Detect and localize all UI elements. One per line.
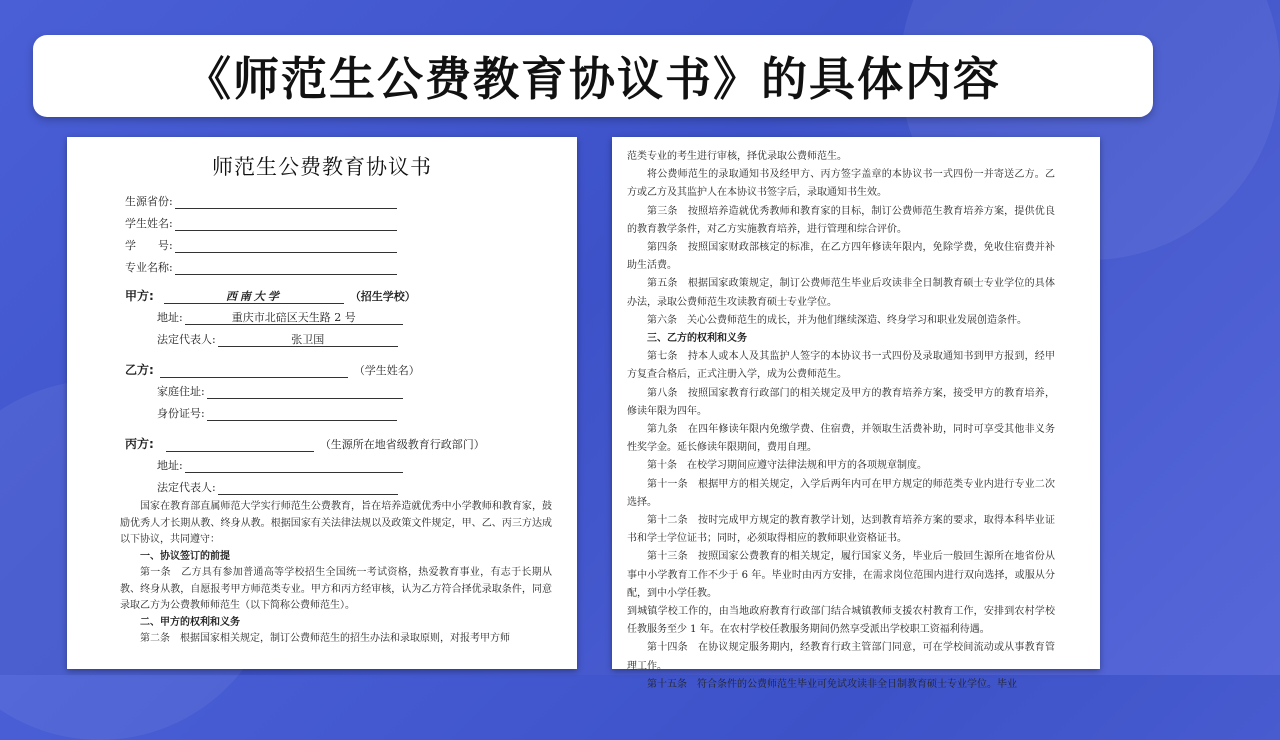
clause-paragraph: 第十四条 在协议规定服务期内，经教育行政主管部门同意，可在学校间流动或从事教育管理工作。 <box>627 642 1055 672</box>
party-b-note: （学生姓名） <box>353 364 420 377</box>
party-b-home-line <box>207 385 403 399</box>
party-a-address-row <box>157 309 403 325</box>
field-label: 法定代表人: <box>157 481 216 494</box>
party-c-row <box>125 435 485 452</box>
party-c-name-line <box>166 438 314 452</box>
document-page-left <box>67 137 577 669</box>
party-c-label: 丙方: <box>125 437 154 451</box>
clause-paragraph: 第四条 按照国家财政部核定的标准，在乙方四年修读年限内，免除学费，免收住宿费并补助生活费。 <box>627 242 1055 272</box>
party-c-rep-row <box>157 479 398 495</box>
party-b-id-line <box>207 407 397 421</box>
party-a-rep-row <box>157 331 398 347</box>
party-b-name-line <box>160 364 348 378</box>
form-row-student-id <box>125 237 397 253</box>
party-c-address-row <box>157 457 403 473</box>
clause-paragraph: 范类专业的考生进行审核，择优录取公费师范生。 <box>627 151 847 162</box>
field-label: 专业名称: <box>125 261 173 274</box>
party-a-label: 甲方: <box>125 289 154 303</box>
document-title: 师范生公费教育协议书 <box>212 155 432 179</box>
field-value-line <box>175 239 397 253</box>
field-value-line <box>175 261 397 275</box>
clause-paragraph: 第三条 按照培养造就优秀教师和教育家的目标，制订公费师范生教育培养方案，提供优良的教育教学条件，对乙方实施教育培养，进行管理和综合评价。 <box>627 205 1055 235</box>
party-c-note: （生源所在地省级教育行政部门） <box>319 438 485 451</box>
field-label: 身份证号: <box>157 407 205 420</box>
clause-paragraph: 第六条 关心公费师范生的成长，并为他们继续深造、终身学习和职业发展创造条件。 <box>647 314 1027 326</box>
clause-paragraph: 第十一条 根据甲方的相关规定，入学后两年内可在甲方规定的师范类专业内进行专业二次选择。 <box>627 478 1055 508</box>
party-b-label: 乙方: <box>125 363 154 377</box>
field-value-line <box>175 217 397 231</box>
title-banner <box>33 35 1153 117</box>
party-a-name: 西南大学 <box>164 290 344 304</box>
clause-paragraph: 到城镇学校工作的，由当地政府教育行政部门结合城镇教师支援农村教育工作，安排到农村学校任教服务至少 1 年。在农村学校任教服务期间仍然享受派出学校职工资福利待遇。 <box>627 606 1055 636</box>
clause-paragraph: 第五条 根据国家政策规定，制订公费师范生毕业后攻读非全日制教育硕士专业学位的具体办法，录取公费师范生攻读教育硕士专业学位。 <box>627 278 1055 308</box>
clause-paragraph: 将公费师范生的录取通知书及经甲方、丙方签字盖章的本协议书一式四份一并寄送乙方。乙方或乙方及其监护人在本协议书签字后，录取通知书生效。 <box>627 169 1055 199</box>
clause-paragraph: 第八条 按照国家教育行政部门的相关规定及甲方的教育培养方案，接受甲方的教育培养，修读年限为四年。 <box>627 387 1055 417</box>
field-label: 学 号: <box>125 239 173 252</box>
field-value-line <box>175 195 397 209</box>
party-c-rep-line <box>218 481 398 495</box>
form-row-student-name <box>125 215 397 231</box>
clause-paragraph: 第十条 在校学习期间应遵守法律法规和甲方的各项规章制度。 <box>647 460 927 472</box>
clause-paragraph: 第十三条 按照国家公费教育的相关规定，履行国家义务，毕业后一般回生源所在地省份从事中小学教育工作不少于 6 年。毕业时由丙方安排，在需求岗位范围内进行双向选择，或服从分配，到中小学任教。 <box>627 551 1055 599</box>
section-heading: 二、甲方的权利和义务 <box>140 616 240 628</box>
field-label: 生源省份: <box>125 195 173 208</box>
form-row-major <box>125 259 397 275</box>
field-label: 地址: <box>157 311 183 324</box>
clause-paragraph: 第十二条 按时完成甲方规定的教育教学计划，达到教育培养方案的要求，取得本科毕业证书和学士学位证书；同时，必须取得相应的教师职业资格证书。 <box>627 515 1055 545</box>
clause-paragraph: 第二条 根据国家相关规定，制订公费师范生的招生办法和录取原则，对报考甲方师 <box>140 633 510 644</box>
banner-title: 《师范生公费教育协议书》的具体内容 <box>185 52 1001 106</box>
clause-paragraph: 第九条 在四年修读年限内免缴学费、住宿费，并领取生活费补助，同时可享受其他非义务性奖学金。延长修读年限期间，费用自理。 <box>627 424 1055 454</box>
field-label: 学生姓名: <box>125 217 173 230</box>
party-a-address-value: 重庆市北碚区天生路 2 号 <box>185 311 403 325</box>
section-heading: 一、协议签订的前提 <box>140 550 230 562</box>
clause-paragraph: 第一条 乙方具有参加普通高等学校招生全国统一考试资格，热爱教育事业，有志于长期从教、终身从教，自愿报考甲方师范类专业。甲方和丙方经审核，认为乙方符合择优录取条件，同意录取乙方为公费教师师范生（以下简称公费师范生）。 <box>120 567 552 611</box>
agreement-body-right <box>627 148 1055 694</box>
party-a-rep-value: 张卫国 <box>218 333 398 347</box>
party-b-id-row <box>157 405 397 421</box>
field-label: 家庭住址: <box>157 385 205 398</box>
field-label: 法定代表人: <box>157 333 216 346</box>
party-b-home-row <box>157 383 403 399</box>
form-row-province <box>125 193 397 209</box>
party-a-note: （招生学校） <box>349 290 416 303</box>
document-page-right <box>612 137 1100 690</box>
party-b-row <box>125 361 420 378</box>
clause-paragraph: 第十五条 符合条件的公费师范生毕业可免试攻读非全日制教育硕士专业学位。毕业 <box>647 678 1017 690</box>
clause-paragraph: 第七条 持本人或本人及其监护人签字的本协议书一式四份及录取通知书到甲方报到，经甲方复查合格后，正式注册入学，成为公费师范生。 <box>627 351 1055 381</box>
party-a-row <box>125 287 416 304</box>
party-c-address-line <box>185 459 403 473</box>
section-heading: 三、乙方的权利和义务 <box>647 333 747 345</box>
agreement-body-left <box>120 499 552 648</box>
clause-paragraph: 国家在教育部直属师范大学实行师范生公费教育，旨在培养造就优秀中小学教师和教育家，鼓励优秀人才长期从教、终身从教。根据国家有关法律法规以及政策文件规定，甲、乙、丙三方达成以下协议，共同遵守： <box>120 501 552 545</box>
field-label: 地址: <box>157 459 183 472</box>
